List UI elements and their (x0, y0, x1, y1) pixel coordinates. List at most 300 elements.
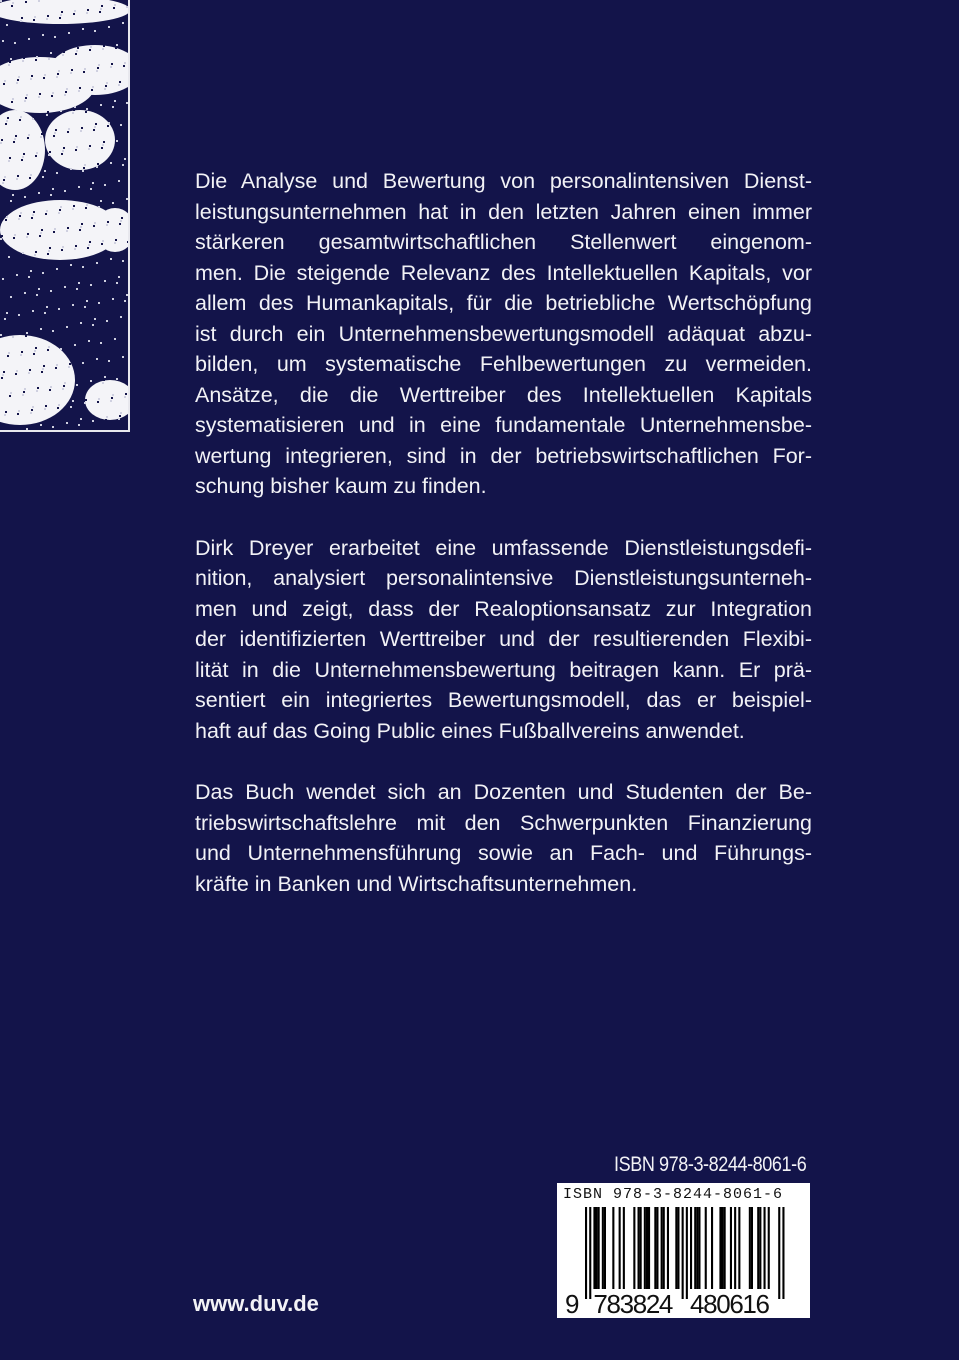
halftone-dot (84, 164, 86, 166)
halftone-dot (122, 164, 124, 166)
halftone-dot (97, 163, 99, 165)
halftone-dot (52, 426, 54, 428)
halftone-dot (5, 123, 7, 125)
halftone-dot (98, 206, 100, 208)
halftone-dot (114, 100, 116, 102)
halftone-dot (16, 82, 18, 84)
halftone-dot (57, 265, 59, 267)
halftone-dot (90, 188, 92, 190)
halftone-dot (18, 314, 20, 316)
barcode-bar (778, 1207, 780, 1299)
halftone-dot (127, 241, 128, 243)
halftone-dot (30, 174, 32, 176)
halftone-dot (39, 93, 41, 95)
halftone-dot (33, 211, 35, 213)
halftone-dot (12, 98, 14, 100)
halftone-dot (87, 343, 89, 345)
halftone-dot (19, 23, 21, 25)
halftone-dot (27, 137, 29, 139)
halftone-dot (121, 359, 123, 361)
halftone-dot (60, 14, 62, 16)
halftone-dot (77, 47, 79, 49)
halftone-dot (120, 412, 122, 414)
halftone-dot (92, 182, 94, 184)
halftone-dot (58, 212, 60, 214)
barcode-bar (682, 1207, 684, 1299)
halftone-dot (20, 116, 22, 118)
halftone-dot (100, 8, 102, 10)
halftone-dot (19, 311, 21, 313)
halftone-dot (93, 129, 95, 131)
halftone-dot (82, 28, 84, 30)
halftone-dot (81, 223, 83, 225)
barcode-bar (705, 1207, 707, 1289)
halftone-dot (31, 313, 33, 315)
halftone-dot (64, 190, 66, 192)
barcode-bar (596, 1207, 598, 1289)
halftone-dot (26, 236, 28, 238)
halftone-dot (40, 424, 42, 426)
halftone-dot (69, 267, 71, 269)
halftone-dot (10, 200, 12, 202)
barcode-bar (598, 1207, 600, 1289)
halftone-dot (57, 73, 59, 75)
halftone-dot (72, 400, 74, 402)
halftone-dot (10, 296, 12, 298)
text-line: leistungsunternehmen hat in den letzten Jahren einen immer (195, 199, 812, 224)
halftone-dot (52, 188, 54, 190)
halftone-dot (69, 363, 71, 365)
halftone-dot (53, 423, 55, 425)
halftone-dot (127, 3, 128, 5)
halftone-dot (111, 159, 113, 161)
halftone-dot (11, 101, 13, 103)
paragraph (195, 777, 812, 899)
halftone-dot (109, 357, 111, 359)
halftone-dot (25, 97, 27, 99)
halftone-dot (104, 376, 106, 378)
halftone-dot (4, 318, 6, 320)
halftone-dot (65, 329, 67, 331)
halftone-dot (124, 158, 126, 160)
halftone-dot (70, 72, 72, 74)
halftone-dot (61, 249, 63, 251)
halftone-dot (111, 63, 113, 65)
halftone-dot (53, 231, 55, 233)
halftone-dot (99, 11, 101, 13)
halftone-dot (56, 268, 58, 270)
barcode-bar (604, 1207, 606, 1289)
halftone-dot (79, 87, 81, 89)
barcode-bar (619, 1207, 621, 1289)
halftone-dot (124, 62, 126, 64)
halftone-dot (44, 312, 46, 314)
halftone-dot (106, 224, 108, 226)
halftone-dot (93, 417, 95, 419)
barcode-digits: 783824 (593, 1289, 674, 1318)
halftone-dot (21, 351, 23, 353)
halftone-dot (34, 16, 36, 18)
halftone-dot (67, 131, 69, 133)
halftone-dot (73, 13, 75, 15)
halftone-dot (8, 160, 10, 162)
halftone-dot (75, 149, 77, 151)
halftone-dot (35, 155, 37, 157)
halftone-dot (1, 235, 3, 237)
halftone-dot (103, 141, 105, 143)
halftone-dot (81, 365, 83, 367)
halftone-dot (103, 379, 105, 381)
barcode-bars (557, 1183, 810, 1318)
halftone-dot (38, 96, 40, 98)
halftone-dot (32, 406, 34, 408)
halftone-dot (3, 275, 5, 277)
halftone-dot (96, 166, 98, 168)
barcode-bar (694, 1207, 696, 1289)
halftone-dot (28, 276, 30, 278)
halftone-dot (25, 1, 27, 3)
halftone-dot (91, 89, 93, 91)
halftone-dot (16, 178, 18, 180)
halftone-dot (23, 295, 25, 297)
halftone-dot (76, 384, 78, 386)
halftone-dot (39, 427, 41, 429)
halftone-dot (47, 349, 49, 351)
text-line: men und zeigt, dass der Realoptionsansatz zur Integration (195, 596, 812, 621)
halftone-dot (111, 397, 113, 399)
halftone-dot (55, 367, 57, 369)
barcode-bar (730, 1207, 732, 1289)
halftone-dot (74, 106, 76, 108)
halftone-dot (21, 255, 23, 257)
halftone-dot (45, 213, 47, 215)
halftone-dot (85, 399, 87, 401)
halftone-dot (67, 323, 69, 325)
halftone-dot (34, 254, 36, 256)
halftone-dot (3, 83, 5, 85)
halftone-dot (1, 377, 3, 379)
halftone-dot (12, 194, 14, 196)
halftone-dot (123, 161, 125, 163)
halftone-dot (15, 39, 17, 41)
halftone-dot (56, 364, 58, 366)
halftone-dot (31, 217, 33, 219)
halftone-dot (115, 143, 117, 145)
halftone-dot (11, 293, 13, 295)
halftone-dot (89, 383, 91, 385)
halftone-dot (26, 428, 28, 430)
halftone-dot (3, 179, 5, 181)
halftone-dot (58, 70, 60, 72)
halftone-dot (59, 209, 61, 211)
halftone-dot (109, 165, 111, 167)
blurb-text (195, 166, 812, 930)
halftone-dot (45, 117, 47, 119)
halftone-dot (107, 29, 109, 31)
halftone-dot (97, 401, 99, 403)
halftone-dot (20, 20, 22, 22)
halftone-dot (105, 85, 107, 87)
halftone-dot (116, 282, 118, 284)
halftone-dot (86, 204, 88, 206)
halftone-dot (108, 122, 110, 124)
map-landmass (0, 0, 128, 24)
halftone-dot (115, 239, 117, 241)
halftone-dot (65, 425, 67, 427)
halftone-dot (85, 303, 87, 305)
halftone-dot (40, 136, 42, 138)
halftone-dot (58, 308, 60, 310)
text-line: triebswirtschaftslehre mit den Schwerpunkten Finanzierung (195, 810, 812, 835)
halftone-dot (26, 332, 28, 334)
halftone-dot (50, 52, 52, 54)
halftone-dot (6, 120, 8, 122)
halftone-dot (49, 247, 51, 249)
halftone-dot (17, 413, 19, 415)
halftone-dot (77, 189, 79, 191)
halftone-dot (98, 302, 100, 304)
barcode-bar (757, 1207, 759, 1289)
text-line: Dirk Dreyer erarbeitet eine umfassende Dienstleistungsdefi- (195, 535, 812, 560)
halftone-dot (1, 43, 3, 45)
halftone-dot (14, 42, 16, 44)
halftone-dot (51, 191, 53, 193)
halftone-dot (37, 291, 39, 293)
halftone-dot (66, 326, 68, 328)
halftone-dot (92, 324, 94, 326)
halftone-dot (101, 339, 103, 341)
halftone-dot (9, 253, 11, 255)
halftone-dot (82, 170, 84, 172)
halftone-dot (5, 411, 7, 413)
halftone-dot (77, 381, 79, 383)
halftone-dot (119, 319, 121, 321)
halftone-dot (89, 145, 91, 147)
halftone-dot (37, 387, 39, 389)
halftone-dot (82, 362, 84, 364)
text-line: und Unternehmensführung sowie an Fach- und Führungs- (195, 841, 812, 865)
halftone-dot (102, 382, 104, 384)
halftone-dot (29, 273, 31, 275)
halftone-dot (121, 217, 123, 219)
halftone-dot (121, 121, 123, 123)
halftone-dot (78, 424, 80, 426)
halftone-dot (60, 348, 62, 350)
text-line: schung bisher kaum zu finden. (195, 474, 487, 498)
halftone-dot (42, 176, 44, 178)
halftone-dot (17, 79, 19, 81)
halftone-dot (38, 0, 40, 2)
halftone-dot (1, 139, 3, 141)
halftone-dot (19, 119, 21, 121)
halftone-dot (116, 378, 118, 380)
halftone-dot (67, 227, 69, 229)
halftone-dot (32, 310, 34, 312)
halftone-dot (68, 128, 70, 130)
halftone-dot (41, 371, 43, 373)
halftone-dot (115, 335, 117, 337)
halftone-dot (117, 279, 119, 281)
halftone-dot (24, 388, 26, 390)
halftone-dot (107, 125, 109, 127)
halftone-dot (88, 340, 90, 342)
halftone-dot (18, 410, 20, 412)
halftone-dot (5, 315, 7, 317)
halftone-dot (118, 84, 120, 86)
halftone-dot (84, 402, 86, 404)
halftone-dot (109, 23, 111, 25)
halftone-dot (29, 177, 31, 179)
halftone-dot (101, 147, 103, 149)
halftone-dot (53, 327, 55, 329)
halftone-dot (19, 215, 21, 217)
halftone-dot (112, 106, 114, 108)
halftone-dot (126, 198, 128, 200)
barcode-bar (722, 1207, 724, 1289)
halftone-dot (49, 389, 51, 391)
halftone-dot (61, 11, 63, 13)
barcode-bar (782, 1207, 784, 1299)
halftone-dot (15, 277, 17, 279)
halftone-dot (61, 345, 63, 347)
halftone-dot (89, 241, 91, 243)
halftone-dot (88, 244, 90, 246)
halftone-dot (22, 394, 24, 396)
halftone-dot (43, 269, 45, 271)
barcode-bar (724, 1207, 726, 1289)
halftone-dot (23, 391, 25, 393)
halftone-dot (6, 312, 8, 314)
halftone-dot (21, 17, 23, 19)
halftone-dot (115, 47, 117, 49)
halftone-dot (10, 58, 12, 60)
halftone-dot (80, 226, 82, 228)
text-line: men. Die steigende Relevanz des Intellektuellen Kapitals, vor (195, 260, 812, 285)
halftone-dot (102, 48, 104, 50)
halftone-dot (92, 420, 94, 422)
halftone-dot (25, 335, 27, 337)
halftone-dot (125, 297, 127, 299)
halftone-dot (83, 71, 85, 73)
halftone-dot (113, 199, 115, 201)
halftone-dot (116, 44, 118, 46)
halftone-dot (55, 271, 57, 273)
halftone-dot (24, 100, 26, 102)
halftone-dot (96, 70, 98, 72)
halftone-dot (80, 322, 82, 324)
halftone-dot (56, 172, 58, 174)
halftone-dot (33, 353, 35, 355)
text-line: lität in die Unternehmensbewertung beitragen kann. Er prä- (195, 657, 812, 682)
halftone-dot (66, 230, 68, 232)
halftone-dot (21, 159, 23, 161)
halftone-dot (121, 25, 123, 27)
halftone-dot (9, 61, 11, 63)
barcode-bar (656, 1207, 658, 1289)
halftone-dot (7, 117, 9, 119)
halftone-dot (81, 127, 83, 129)
halftone-dot (66, 422, 68, 424)
halftone-dot (44, 408, 46, 410)
halftone-dot (126, 102, 128, 104)
halftone-dot (70, 264, 72, 266)
halftone-dot (50, 290, 52, 292)
halftone-dot (95, 361, 97, 363)
halftone-dot (93, 321, 95, 323)
text-line: kräfte in Banken und Wirtschaftsunternehmen. (195, 871, 638, 896)
halftone-dot (36, 152, 38, 154)
halftone-dot (36, 56, 38, 58)
halftone-dot (107, 317, 109, 319)
halftone-dot (37, 53, 39, 55)
halftone-dot (31, 75, 33, 77)
halftone-dot (9, 395, 11, 397)
halftone-dot (30, 412, 32, 414)
halftone-dot (81, 31, 83, 33)
cover-image (0, 0, 130, 432)
halftone-dot (16, 274, 18, 276)
halftone-dot (72, 304, 74, 306)
halftone-dot (117, 41, 119, 43)
halftone-dot (106, 416, 108, 418)
halftone-dot (82, 266, 84, 268)
halftone-dot (110, 162, 112, 164)
publisher-url[interactable]: www.duv.de (193, 1291, 319, 1316)
halftone-dot (66, 88, 68, 90)
halftone-dot (68, 32, 70, 34)
halftone-dot (22, 252, 24, 254)
halftone-dot (99, 203, 101, 205)
halftone-dot (100, 200, 102, 202)
text-line: haft auf das Going Public eines Fußballvereins anwendet. (195, 718, 745, 743)
halftone-dot (73, 109, 75, 111)
halftone-dot (118, 276, 120, 278)
halftone-dot (122, 356, 124, 358)
halftone-dot (119, 81, 121, 83)
halftone-dot (106, 82, 108, 84)
halftone-dot (126, 294, 128, 296)
halftone-dot (122, 260, 124, 262)
halftone-dot (67, 35, 69, 37)
halftone-dot (39, 235, 41, 237)
barcode-bar (675, 1207, 677, 1289)
halftone-dot (54, 228, 56, 230)
halftone-dot (49, 55, 51, 57)
halftone-dot (31, 409, 33, 411)
halftone-dot (14, 234, 16, 236)
halftone-dot (110, 400, 112, 402)
halftone-dot (124, 396, 126, 398)
halftone-dot (78, 90, 80, 92)
halftone-dot (123, 65, 125, 67)
halftone-dot (71, 307, 73, 309)
halftone-dot (105, 419, 107, 421)
barcode-bar (585, 1207, 587, 1299)
halftone-dot (32, 214, 34, 216)
halftone-dot (101, 5, 103, 7)
halftone-dot (98, 398, 100, 400)
halftone-dot (125, 393, 127, 395)
halftone-dot (50, 386, 52, 388)
halftone-dot (112, 298, 114, 300)
halftone-dot (11, 5, 13, 7)
halftone-dot (4, 414, 6, 416)
halftone-dot (36, 390, 38, 392)
halftone-dot (118, 180, 120, 182)
halftone-dot (77, 285, 79, 287)
halftone-dot (9, 157, 11, 159)
barcode-bar (663, 1207, 665, 1289)
